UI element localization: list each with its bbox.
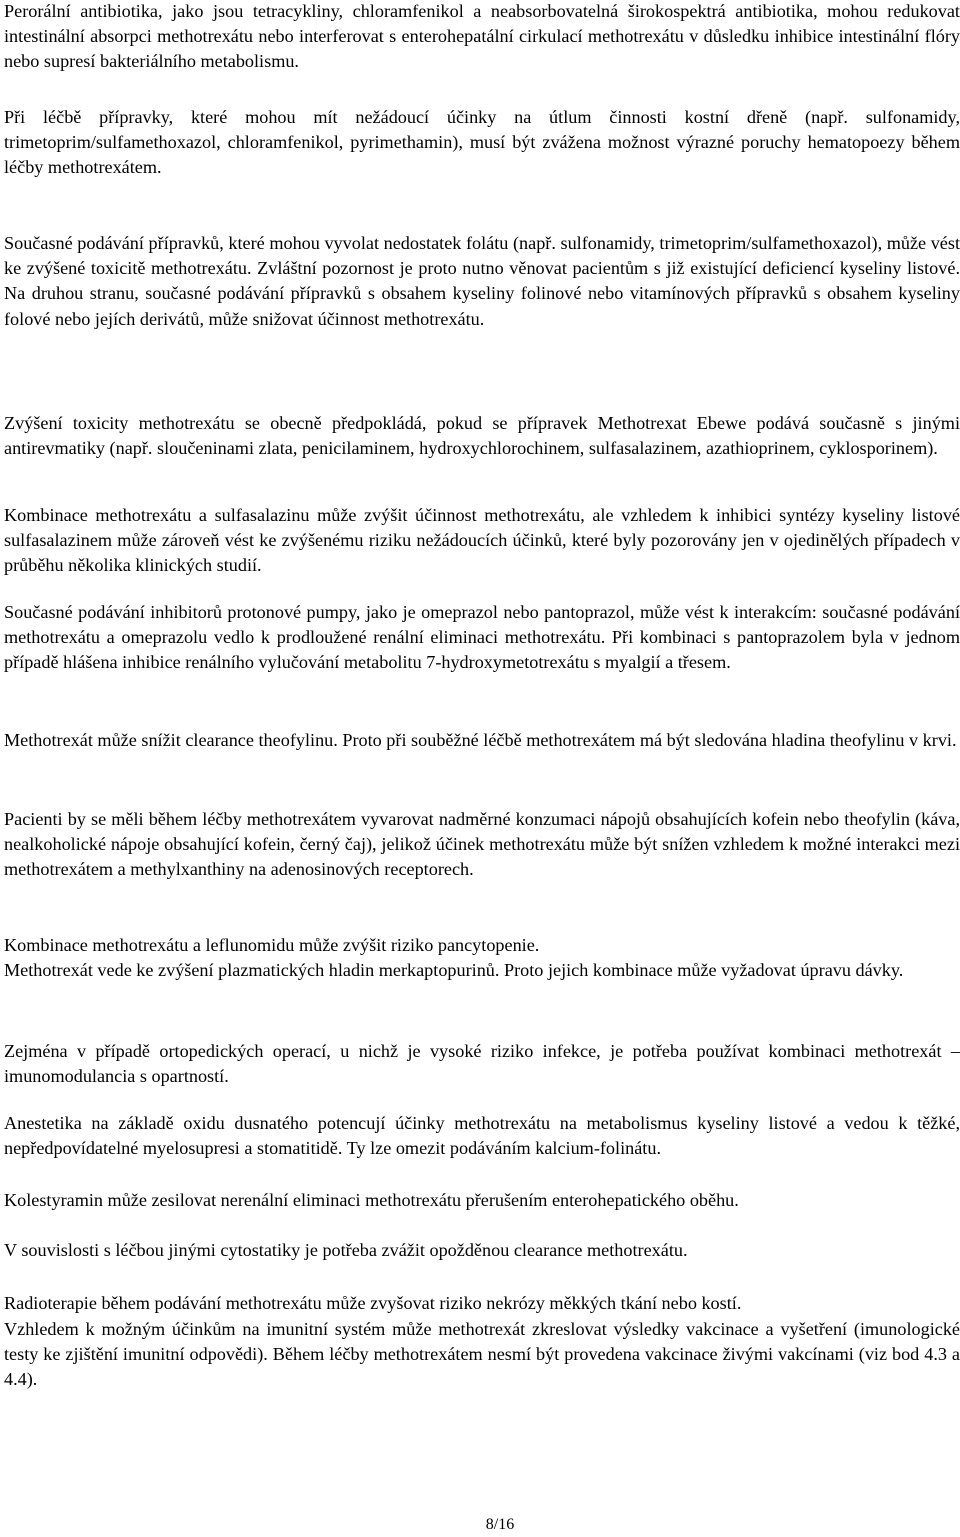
paragraph-folate-deficiency: Současné podávání přípravků, které mohou vyvolat nedostatek folátu (např. sulfonamidy, trimetoprim/sulfamethoxazol), může vést ke zvýšené toxicitě methotrexátu. Zvláštní pozornost je proto nutno věnovat pacientům s již existující deficiencí kyseliny listové. Na druhou stranu, současné podávání přípravků s obsahem kyseliny folinové nebo vitamínových přípravků s obsahem kyseliny folové nebo jejích derivátů, může snižovat účinnost methotrexátu. [4, 233, 960, 329]
paragraph-sulfasalazine: Kombinace methotrexátu a sulfasalazinu může zvýšit účinnost methotrexátu, ale vzhledem k inhibici syntézy kyseliny listové sulfasalazinem může zároveň vést ke zvýšenému riziku nežádoucích účinků, které byly pozorovány jen v ojedinělých případech v průběhu několika klinických studií. [4, 505, 960, 576]
paragraph-mercaptopurine: Methotrexát vede ke zvýšení plazmatických hladin merkaptopurinů. Proto jejich kombinace může vyžadovat úpravu dávky. [4, 960, 904, 980]
paragraph-cholestyramine: Kolestyramin může zesilovat nerenální eliminaci methotrexátu přerušením enterohepatického oběhu. [4, 1190, 739, 1210]
paragraph-vaccination: Vzhledem k možným účinkům na imunitní systém může methotrexát zkreslovat výsledky vakcinace a vyšetření (imunologické testy ke zjištění imunitní odpovědi). Během léčby methotrexátem nesmí být provedena vakcinace živými vakcínami (viz bod 4.3 a 4.4). [4, 1319, 960, 1390]
paragraph-oral-antibiotics: Perorální antibiotika, jako jsou tetracykliny, chloramfenikol a neabsorbovatelná širokospektrá antibiotika, mohou redukovat intestinální absorpci methotrexátu nebo interferovat s enterohepatální cirkulací methotrexátu v důsledku inhibice intestinální flóry nebo supresí bakteriálního metabolismu. [4, 1, 960, 72]
paragraph-ppi: Současné podávání inhibitorů protonové pumpy, jako je omeprazol nebo pantoprazol, může vést k interakcím: současné podávání methotrexátu a omeprazolu vedlo k prodloužené renální eliminaci methotrexátu. Při kombinaci s pantoprazolem byla v jednom případě hlášena inhibice renálního vylučování metabolitu 7-hydroxymetotrexátu s myalgií a třesem. [4, 602, 960, 673]
paragraph-antirheumatics: Zvýšení toxicity methotrexátu se obecně předpokládá, pokud se přípravek Methotrexat Ebewe podává současně s jinými antirevmatiky (např. sloučeninami zlata, penicilaminem, hydroxychlorochinem, sulfasalazinem, azathioprinem, cyklosporinem). [4, 413, 960, 459]
paragraph-cytostatics: V souvislosti s léčbou jinými cytostatiky je potřeba zvážit opožděnou clearance methotrexátu. [4, 1240, 688, 1260]
paragraph-caffeine: Pacienti by se měli během léčby methotrexátem vyvarovat nadměrné konzumaci nápojů obsahujících kofein nebo theofylin (káva, nealkoholické nápoje obsahující kofein, černý čaj), jelikož účinek methotrexátu může být snížen vzhledem k možné interakci mezi methotrexátem a methylxanthiny na adenosinových receptorech. [4, 809, 960, 880]
paragraph-orthopedic: Zejména v případě ortopedických operací, u nichž je vysoké riziko infekce, je potřeba používat kombinaci methotrexát – imunomodulancia s opartností. [4, 1041, 960, 1087]
paragraph-radiotherapy: Radioterapie během podávání methotrexátu může zvyšovat riziko nekrózy měkkých tkání nebo kostí. [4, 1293, 742, 1313]
paragraph-leflunomide: Kombinace methotrexátu a leflunomidu může zvýšit riziko pancytopenie. [4, 935, 540, 955]
paragraph-theophylline: Methotrexát může snížit clearance theofylinu. Proto při souběžné léčbě methotrexátem má být sledována hladina theofylinu v krvi. [4, 730, 957, 750]
paragraph-bone-marrow: Při léčbě přípravky, které mohou mít nežádoucí účinky na útlum činnosti kostní dřeně (např. sulfonamidy, trimetoprim/sulfamethoxazol, chloramfenikol, pyrimethamin), musí být zvážena možnost výrazné poruchy hematopoezy během léčby methotrexátem. [4, 107, 960, 178]
paragraph-anesthetics: Anestetika na základě oxidu dusnatého potencují účinky methotrexátu na metabolismus kyseliny listové a vedou k těžké, nepředpovídatelné myelosupresi a stomatitidě. Ty lze omezit podáváním kalcium-folinátu. [4, 1113, 960, 1159]
page-number: 8/16 [485, 1516, 515, 1533]
